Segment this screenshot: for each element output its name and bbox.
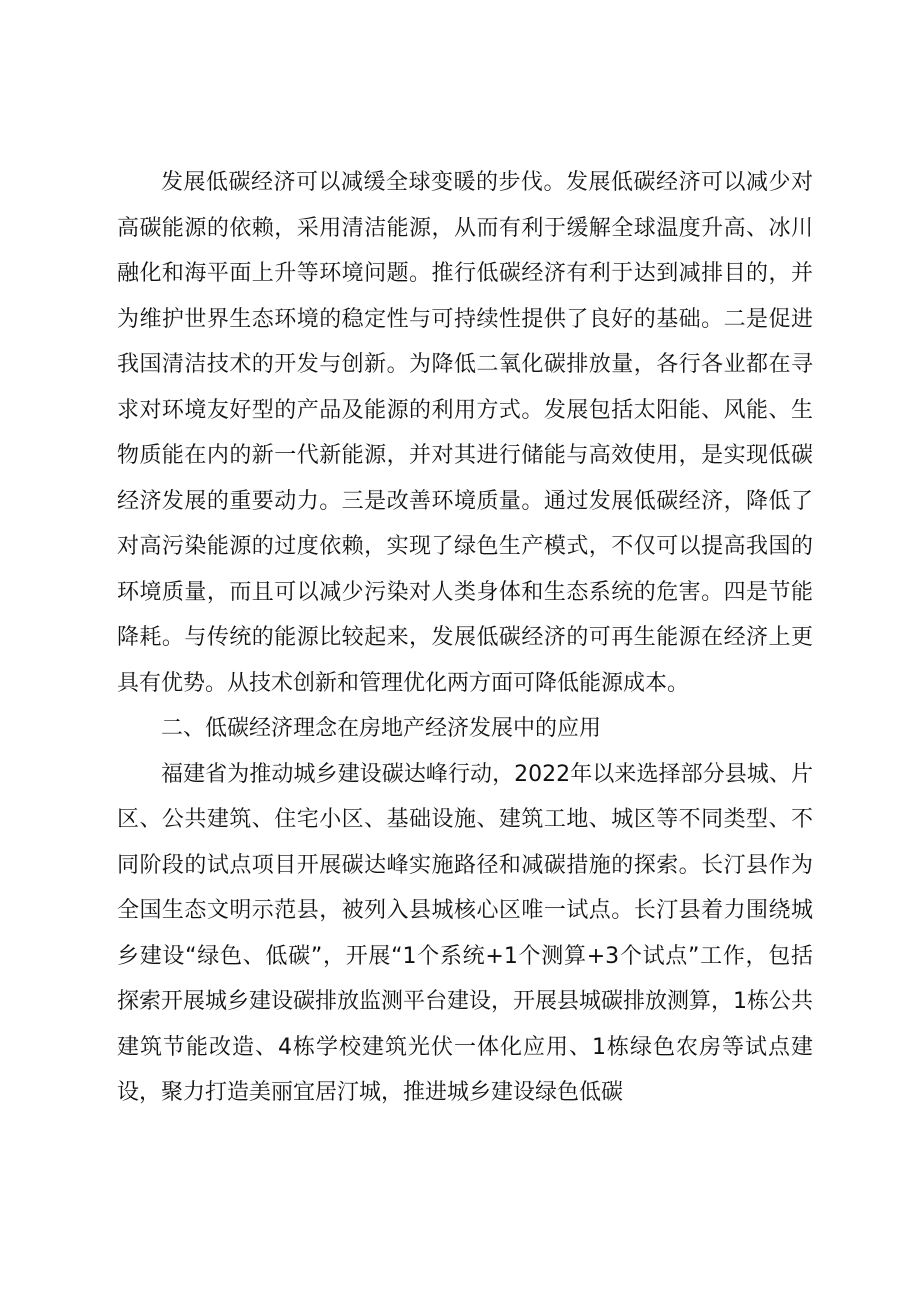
document-body [117,160,813,1116]
body-paragraph-2: 福建省为推动城乡建设碳达峰行动，2022年以来选择部分县城、片区、公共建筑、住宅小区、基础设施、建筑工地、城区等不同类型、不同阶段的试点项目开展碳达峰实施路径和减碳措施的探索。长汀县作为全国生态文明示范县，被列入县城核心区唯一试点。长汀县着力围绕城乡建设“绿色、低碳”，开展“1个系统+1个测算+3个试点”工作，包括探索开展城乡建设碳排放监测平台建设，开展县城碳排放测算，1栋公共建筑节能改造、4栋学校建筑光伏一体化应用、1栋绿色农房等试点建设，聚力打造美丽宜居汀城，推进城乡建设绿色低碳 [117,761,813,1105]
body-paragraph-1: 发展低碳经济可以减缓全球变暖的步伐。发展低碳经济可以减少对高碳能源的依赖，采用清洁能源，从而有利于缓解全球温度升高、冰川融化和海平面上升等环境问题。推行低碳经济有利于达到减排目的，并为维护世界生态环境的稳定性与可持续性提供了良好的基础。二是促进我国清洁技术的开发与创新。为降低二氧化碳排放量，各行各业都在寻求对环境友好型的产品及能源的利用方式。发展包括太阳能、风能、生物质能在内的新一代新能源，并对其进行储能与高效使用，是实现低碳经济发展的重要动力。三是改善环境质量。通过发展低碳经济，降低了对高污染能源的过度依赖，实现了绿色生产模式，不仅可以提高我国的环境质量，而且可以减少污染对人类身体和生态系统的危害。四是节能降耗。与传统的能源比较起来，发展低碳经济的可再生能源在经济上更具有优势。从技术创新和管理优化两方面可降低能源成本。 [117,170,813,696]
section-heading: 二、低碳经济理念在房地产经济发展中的应用 [161,716,602,741]
